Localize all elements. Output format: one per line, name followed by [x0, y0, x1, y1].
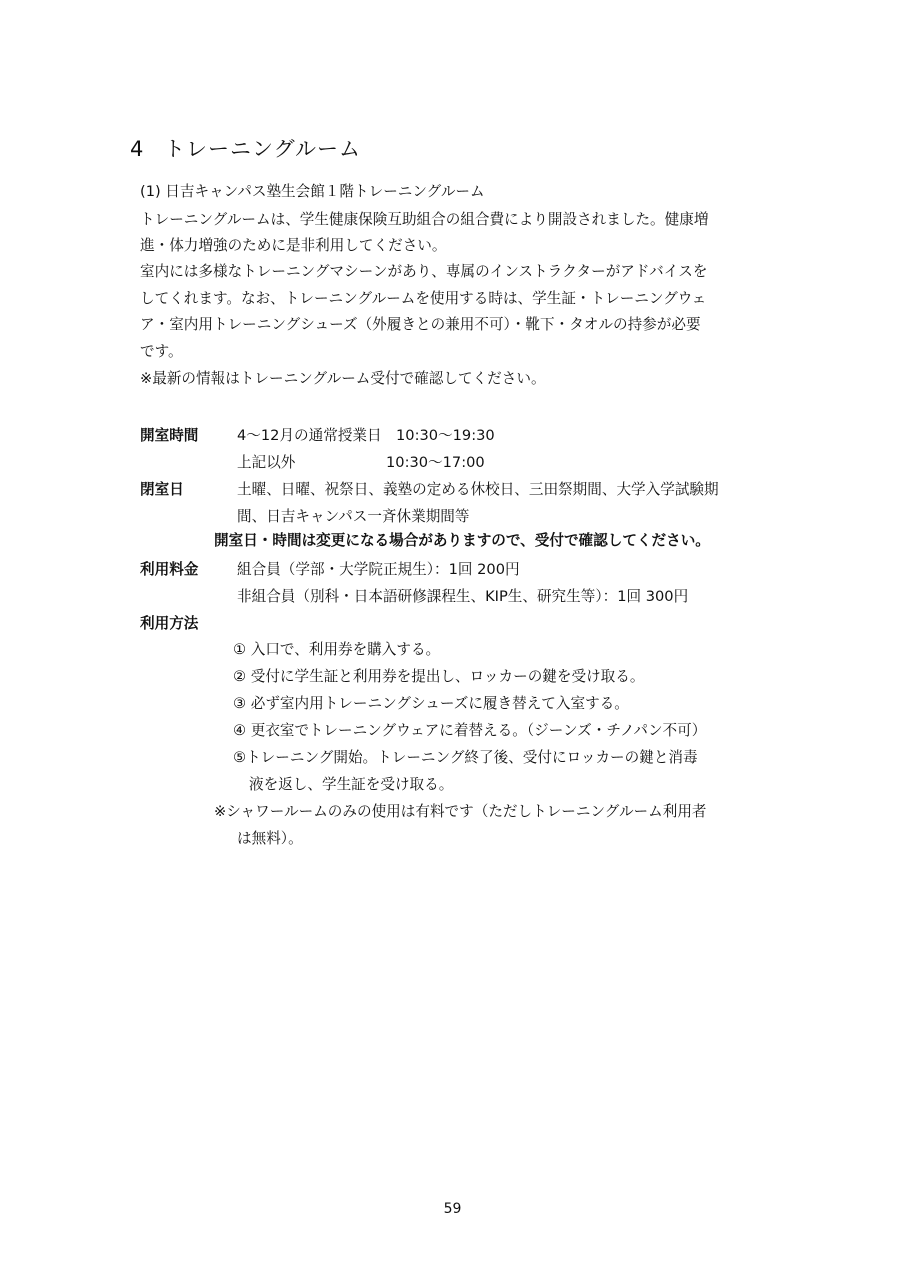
page-number: 59 [443, 1201, 462, 1217]
method-step: ① 入口で、利用券を購入する。 [233, 641, 441, 658]
intro-line: トレーニングルームは、学生健康保険互助組合の組合費により開設されました。健康増 [140, 211, 709, 228]
intro-line: 室内には多様なトレーニングマシーンがあり、専属のインストラクターがアドバイスを [140, 263, 708, 280]
section-title: トレーニングルーム [164, 137, 361, 161]
section-heading [130, 133, 361, 163]
hours-row2-period: 上記以外 [237, 454, 296, 471]
closed-label: 閉室日 [140, 481, 184, 498]
intro-line: 進・体力増強のために是非利用してください。 [140, 237, 447, 254]
closed-line: 間、日吉キャンパス一斉休業期間等 [237, 508, 470, 525]
hours-row2-time: 10:30〜17:00 [386, 454, 485, 471]
shower-note: ※シャワールームのみの使用は有料です（ただしトレーニングルーム利用者 [214, 803, 707, 820]
method-step-continued: 液を返し、学生証を受け取る。 [249, 776, 454, 793]
subsection-title: (1) 日吉キャンパス塾生会館１階トレーニングルーム [140, 183, 485, 200]
fee-line: 非組合員（別科・日本語研修課程生、KIP生、研究生等）：1回 300円 [237, 588, 689, 605]
intro-line: ※最新の情報はトレーニングルーム受付で確認してください。 [140, 370, 546, 387]
fee-line: 組合員（学部・大学院正規生）：1回 200円 [237, 561, 520, 578]
intro-line: です。 [140, 343, 183, 360]
method-step: ⑤トレーニング開始。トレーニング終了後、受付にロッカーの鍵と消毒 [233, 749, 698, 766]
method-step: ③ 必ず室内用トレーニングシューズに履き替えて入室する。 [233, 695, 629, 712]
hours-label: 開室時間 [140, 427, 199, 444]
fees-label: 利用料金 [140, 561, 199, 578]
method-step: ② 受付に学生証と利用券を提出し、ロッカーの鍵を受け取る。 [233, 668, 645, 685]
shower-note: は無料）。 [237, 830, 303, 847]
section-number: 4 [130, 137, 145, 161]
method-step: ④ 更衣室でトレーニングウェアに着替える。（ジーンズ・チノパン不可） [233, 722, 707, 739]
change-notice: 開室日・時間は変更になる場合がありますので、受付で確認してください。 [214, 532, 710, 549]
hours-row1-time: 10:30〜19:30 [396, 427, 495, 444]
closed-line: 土曜、日曜、祝祭日、義塾の定める休校日、三田祭期間、大学入学試験期 [237, 481, 719, 498]
method-label: 利用方法 [140, 615, 199, 632]
intro-line: ア・室内用トレーニングシューズ（外履きとの兼用不可）・靴下・タオルの持参が必要 [140, 316, 701, 333]
intro-line: してくれます。なお、トレーニングルームを使用する時は、学生証・トレーニングウェ [140, 290, 707, 307]
hours-row1-period: 4〜12月の通常授業日 [237, 427, 382, 444]
